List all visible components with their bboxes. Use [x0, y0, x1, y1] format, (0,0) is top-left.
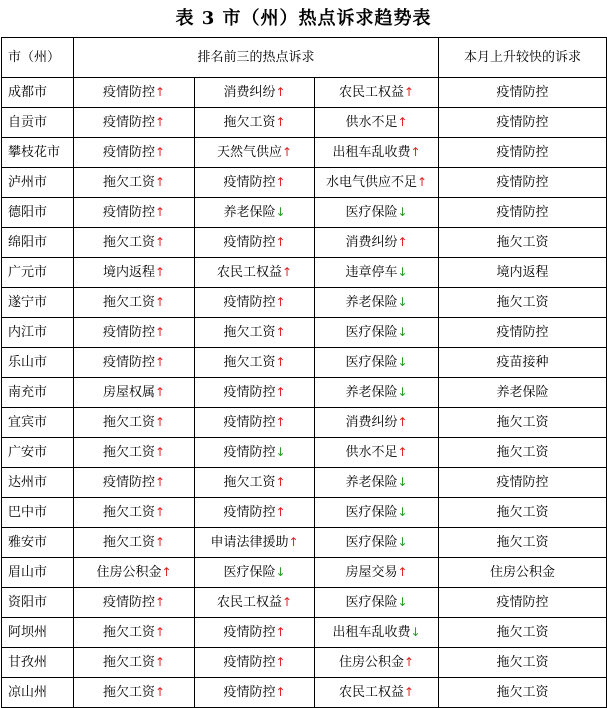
hot-issue-cell: [195, 348, 315, 378]
table-row: [2, 408, 607, 438]
trend-down-icon: ↓: [275, 445, 286, 459]
hot-issue-cell: [315, 468, 439, 498]
trend-up-icon: ↑: [281, 265, 293, 279]
trend-up-icon: ↑: [275, 505, 286, 519]
rising-issue-cell: 疫情防控: [439, 318, 607, 348]
trend-up-icon: ↑: [397, 445, 408, 459]
hot-issue-cell: [74, 288, 195, 318]
rising-issue-cell: 拖欠工资: [439, 498, 607, 528]
trend-up-icon: ↑: [281, 145, 293, 159]
trend-up-icon: ↑: [154, 685, 166, 699]
issue-text: 医疗保险: [345, 535, 398, 550]
trend-down-icon: ↓: [275, 565, 286, 579]
issue-text: 拖欠工资: [102, 175, 155, 190]
issue-text: 拖欠工资: [102, 415, 155, 430]
hot-issue-cell: [195, 648, 315, 678]
hot-issue-cell: [195, 108, 315, 138]
issue-text: 疫情防控: [223, 445, 276, 460]
trend-up-icon: ↑: [275, 415, 286, 429]
hot-issue-cell: [74, 198, 195, 228]
city-cell: 广元市: [2, 258, 74, 288]
issue-text: 农民工权益: [338, 85, 404, 100]
city-cell: 广安市: [2, 438, 74, 468]
hot-issue-cell: [195, 198, 315, 228]
city-cell: 巴中市: [2, 498, 74, 528]
issue-text: 养老保险: [345, 385, 398, 400]
hot-issue-cell: [315, 138, 439, 168]
issue-text: 住房公积金: [96, 565, 162, 580]
table-row: [2, 648, 607, 678]
issue-text: 养老保险: [223, 205, 276, 220]
trend-up-icon: ↑: [154, 355, 166, 369]
hot-issue-cell: [315, 498, 439, 528]
table-row: [2, 468, 607, 498]
hot-issue-cell: [74, 588, 195, 618]
trend-up-icon: ↑: [275, 325, 286, 339]
city-cell: 遂宁市: [2, 288, 74, 318]
trend-down-icon: ↓: [397, 205, 408, 219]
hot-issue-cell: [195, 288, 315, 318]
issue-text: 疫情防控: [223, 685, 276, 700]
hot-issue-cell: [74, 528, 195, 558]
issue-text: 疫情防控: [223, 235, 276, 250]
hot-issue-cell: [74, 678, 195, 708]
hot-issue-cell: [195, 588, 315, 618]
trend-up-icon: ↑: [275, 235, 286, 249]
rising-issue-cell: 疫苗接种: [439, 348, 607, 378]
issue-text: 拖欠工资: [102, 685, 155, 700]
trend-up-icon: ↑: [275, 355, 286, 369]
hot-issue-cell: [195, 678, 315, 708]
issue-text: 申请法律援助: [210, 535, 289, 550]
hot-issue-cell: [74, 168, 195, 198]
issue-text: 出租车乱收费: [332, 145, 411, 160]
hot-issue-cell: [195, 438, 315, 468]
table-row: [2, 78, 607, 108]
trend-up-icon: ↑: [154, 325, 166, 339]
table-title: 表 3 市（州）热点诉求趋势表: [175, 8, 432, 29]
hot-issue-cell: [74, 468, 195, 498]
issue-text: 疫情防控: [223, 295, 276, 310]
hot-issue-cell: [195, 78, 315, 108]
hot-issue-cell: [315, 198, 439, 228]
hot-issue-cell: [315, 438, 439, 468]
city-cell: 资阳市: [2, 588, 74, 618]
table-row: [2, 168, 607, 198]
trend-up-icon: ↑: [410, 145, 421, 159]
trend-up-icon: ↑: [154, 595, 166, 609]
hot-issue-cell: [74, 378, 195, 408]
city-cell: 甘孜州: [2, 648, 74, 678]
hot-issue-cell: [315, 228, 439, 258]
issue-text: 拖欠工资: [223, 475, 276, 490]
trend-up-icon: ↑: [161, 565, 172, 579]
hot-issue-cell: [195, 408, 315, 438]
city-cell: 内江市: [2, 318, 74, 348]
issue-text: 拖欠工资: [102, 505, 155, 520]
table-row: [2, 348, 607, 378]
trend-up-icon: ↑: [288, 535, 299, 549]
hot-issue-cell: [315, 408, 439, 438]
hot-issue-cell: [315, 348, 439, 378]
issue-text: 疫情防控: [223, 625, 276, 640]
trend-up-icon: ↑: [154, 115, 166, 129]
trend-up-icon: ↑: [275, 385, 286, 399]
trend-down-icon: ↓: [397, 295, 408, 309]
issue-text: 消费纠纷: [223, 85, 276, 100]
issue-text: 疫情防控: [223, 415, 276, 430]
trend-up-icon: ↑: [154, 415, 166, 429]
issue-text: 拖欠工资: [102, 295, 155, 310]
city-cell: 泸州市: [2, 168, 74, 198]
issue-text: 疫情防控: [102, 355, 155, 370]
trend-up-icon: ↑: [275, 85, 286, 99]
trend-up-icon: ↑: [154, 265, 166, 279]
hot-issue-cell: [315, 588, 439, 618]
trend-up-icon: ↑: [154, 385, 166, 399]
hot-issue-cell: [195, 618, 315, 648]
city-cell: 宜宾市: [2, 408, 74, 438]
issue-text: 疫情防控: [102, 595, 155, 610]
city-cell: 德阳市: [2, 198, 74, 228]
rising-issue-cell: 拖欠工资: [439, 678, 607, 708]
trend-up-icon: ↑: [275, 175, 286, 189]
hot-issue-cell: [195, 528, 315, 558]
issue-text: 拖欠工资: [223, 115, 276, 130]
issue-text: 疫情防控: [223, 505, 276, 520]
hot-issue-cell: [74, 648, 195, 678]
issue-text: 天然气供应: [216, 145, 282, 160]
trend-up-icon: ↑: [281, 595, 293, 609]
issue-text: 疫情防控: [102, 205, 155, 220]
rising-issue-cell: 疫情防控: [439, 138, 607, 168]
trend-up-icon: ↑: [397, 235, 408, 249]
rising-issue-cell: 疫情防控: [439, 78, 607, 108]
issue-text: 农民工权益: [216, 595, 282, 610]
hot-issue-cell: [195, 258, 315, 288]
hot-issue-cell: [195, 498, 315, 528]
trend-up-icon: ↑: [154, 505, 166, 519]
trend-up-icon: ↑: [397, 565, 408, 579]
hot-issue-cell: [74, 228, 195, 258]
hot-issue-cell: [315, 528, 439, 558]
trend-up-icon: ↑: [154, 475, 166, 489]
hot-issue-cell: [74, 108, 195, 138]
rising-issue-cell: 疫情防控: [439, 198, 607, 228]
issue-text: 医疗保险: [345, 355, 398, 370]
table-row: [2, 588, 607, 618]
trend-up-icon: ↑: [154, 235, 166, 249]
hot-issue-cell: [195, 318, 315, 348]
trend-up-icon: ↑: [416, 175, 428, 189]
issue-text: 拖欠工资: [102, 235, 155, 250]
hot-issue-cell: [74, 138, 195, 168]
table-row: [2, 558, 607, 588]
trend-up-icon: ↑: [154, 175, 166, 189]
hot-issue-cell: [315, 78, 439, 108]
issue-text: 农民工权益: [338, 685, 404, 700]
rising-issue-cell: 拖欠工资: [439, 408, 607, 438]
hot-issue-cell: [74, 558, 195, 588]
table-row: [2, 498, 607, 528]
city-cell: 阿坝州: [2, 618, 74, 648]
rising-issue-cell: 拖欠工资: [439, 438, 607, 468]
header-city: 市（州）: [2, 38, 74, 78]
rising-issue-cell: 养老保险: [439, 378, 607, 408]
trend-up-icon: ↑: [403, 85, 415, 99]
hot-issue-cell: [195, 558, 315, 588]
issue-text: 医疗保险: [223, 565, 276, 580]
hot-issue-cell: [74, 618, 195, 648]
issue-text: 疫情防控: [223, 655, 276, 670]
issue-text: 医疗保险: [345, 205, 398, 220]
issue-text: 房屋交易: [345, 565, 398, 580]
trend-up-icon: ↑: [275, 625, 286, 639]
hot-issue-cell: [195, 228, 315, 258]
header-rising: 本月上升较快的诉求: [439, 38, 607, 78]
city-cell: 乐山市: [2, 348, 74, 378]
trend-up-icon: ↑: [154, 295, 166, 309]
trend-down-icon: ↓: [397, 355, 408, 369]
trend-up-icon: ↑: [154, 625, 166, 639]
issue-text: 房屋权属: [102, 385, 155, 400]
trend-down-icon: ↓: [397, 475, 408, 489]
issue-text: 疫情防控: [223, 385, 276, 400]
issue-text: 疫情防控: [102, 85, 155, 100]
city-cell: 攀枝花市: [2, 138, 74, 168]
issue-text: 拖欠工资: [102, 535, 155, 550]
trend-up-icon: ↑: [275, 115, 286, 129]
city-cell: 绵阳市: [2, 228, 74, 258]
issue-text: 住房公积金: [338, 655, 404, 670]
city-cell: 南充市: [2, 378, 74, 408]
table-row: [2, 528, 607, 558]
trend-up-icon: ↑: [275, 295, 286, 309]
trend-up-icon: ↑: [403, 685, 415, 699]
trend-down-icon: ↓: [397, 505, 408, 519]
issue-text: 养老保险: [345, 295, 398, 310]
rising-issue-cell: 疫情防控: [439, 168, 607, 198]
hot-issue-cell: [315, 288, 439, 318]
rising-issue-cell: 疫情防控: [439, 468, 607, 498]
city-cell: 自贡市: [2, 108, 74, 138]
hot-issue-cell: [74, 438, 195, 468]
trend-up-icon: ↑: [154, 535, 166, 549]
rising-issue-cell: 拖欠工资: [439, 228, 607, 258]
issue-text: 拖欠工资: [223, 355, 276, 370]
city-cell: 凉山州: [2, 678, 74, 708]
hot-issue-cell: [315, 378, 439, 408]
hot-issue-cell: [315, 168, 439, 198]
trend-table: [1, 37, 607, 708]
issue-text: 拖欠工资: [102, 655, 155, 670]
rising-issue-cell: 境内返程: [439, 258, 607, 288]
hot-issue-cell: [315, 108, 439, 138]
trend-up-icon: ↑: [403, 655, 415, 669]
hot-issue-cell: [195, 138, 315, 168]
rising-issue-cell: 拖欠工资: [439, 528, 607, 558]
issue-text: 消费纠纷: [345, 235, 398, 250]
issue-text: 疫情防控: [102, 325, 155, 340]
hot-issue-cell: [74, 348, 195, 378]
hot-issue-cell: [74, 258, 195, 288]
issue-text: 拖欠工资: [102, 625, 155, 640]
trend-down-icon: ↓: [397, 535, 408, 549]
rising-issue-cell: 疫情防控: [439, 588, 607, 618]
hot-issue-cell: [74, 408, 195, 438]
trend-up-icon: ↑: [154, 655, 166, 669]
trend-down-icon: ↓: [275, 205, 286, 219]
trend-up-icon: ↑: [154, 445, 166, 459]
table-row: [2, 288, 607, 318]
table-row: [2, 318, 607, 348]
issue-text: 境内返程: [102, 265, 155, 280]
issue-text: 出租车乱收费: [332, 625, 411, 640]
issue-text: 疫情防控: [223, 175, 276, 190]
hot-issue-cell: [315, 318, 439, 348]
trend-up-icon: ↑: [154, 145, 166, 159]
trend-up-icon: ↑: [397, 115, 408, 129]
table-row: [2, 438, 607, 468]
hot-issue-cell: [74, 78, 195, 108]
trend-up-icon: ↑: [154, 205, 166, 219]
table-body: [2, 38, 607, 708]
hot-issue-cell: [74, 498, 195, 528]
trend-up-icon: ↑: [275, 475, 286, 489]
trend-down-icon: ↓: [397, 595, 408, 609]
hot-issue-cell: [74, 318, 195, 348]
city-cell: 达州市: [2, 468, 74, 498]
issue-text: 供水不足: [345, 445, 398, 460]
trend-down-icon: ↓: [410, 625, 421, 639]
trend-down-icon: ↓: [397, 265, 408, 279]
issue-text: 拖欠工资: [223, 325, 276, 340]
table-row: [2, 108, 607, 138]
rising-issue-cell: 拖欠工资: [439, 648, 607, 678]
table-row: [2, 138, 607, 168]
issue-text: 违章停车: [345, 265, 398, 280]
issue-text: 供水不足: [345, 115, 398, 130]
issue-text: 医疗保险: [345, 325, 398, 340]
table-row: [2, 198, 607, 228]
trend-down-icon: ↓: [397, 325, 408, 339]
table-row: [2, 378, 607, 408]
hot-issue-cell: [315, 258, 439, 288]
hot-issue-cell: [315, 558, 439, 588]
city-cell: 成都市: [2, 78, 74, 108]
table-row: [2, 228, 607, 258]
trend-up-icon: ↑: [275, 685, 286, 699]
header-row: [2, 38, 607, 78]
rising-issue-cell: 疫情防控: [439, 108, 607, 138]
trend-up-icon: ↑: [397, 415, 408, 429]
issue-text: 疫情防控: [102, 145, 155, 160]
trend-down-icon: ↓: [397, 385, 408, 399]
rising-issue-cell: 住房公积金: [439, 558, 607, 588]
city-cell: 眉山市: [2, 558, 74, 588]
hot-issue-cell: [195, 378, 315, 408]
header-top3: 排名前三的热点诉求: [74, 38, 439, 78]
issue-text: 疫情防控: [102, 475, 155, 490]
issue-text: 疫情防控: [102, 115, 155, 130]
hot-issue-cell: [315, 618, 439, 648]
issue-text: 水电气供应不足: [325, 175, 417, 190]
issue-text: 消费纠纷: [345, 415, 398, 430]
issue-text: 拖欠工资: [102, 445, 155, 460]
table-row: [2, 678, 607, 708]
issue-text: 养老保险: [345, 475, 398, 490]
trend-up-icon: ↑: [154, 85, 166, 99]
issue-text: 医疗保险: [345, 505, 398, 520]
table-row: [2, 258, 607, 288]
rising-issue-cell: 拖欠工资: [439, 618, 607, 648]
issue-text: 农民工权益: [216, 265, 282, 280]
hot-issue-cell: [195, 468, 315, 498]
rising-issue-cell: 拖欠工资: [439, 288, 607, 318]
hot-issue-cell: [315, 678, 439, 708]
table-row: [2, 618, 607, 648]
city-cell: 雅安市: [2, 528, 74, 558]
issue-text: 医疗保险: [345, 595, 398, 610]
hot-issue-cell: [315, 648, 439, 678]
trend-up-icon: ↑: [275, 655, 286, 669]
hot-issue-cell: [195, 168, 315, 198]
